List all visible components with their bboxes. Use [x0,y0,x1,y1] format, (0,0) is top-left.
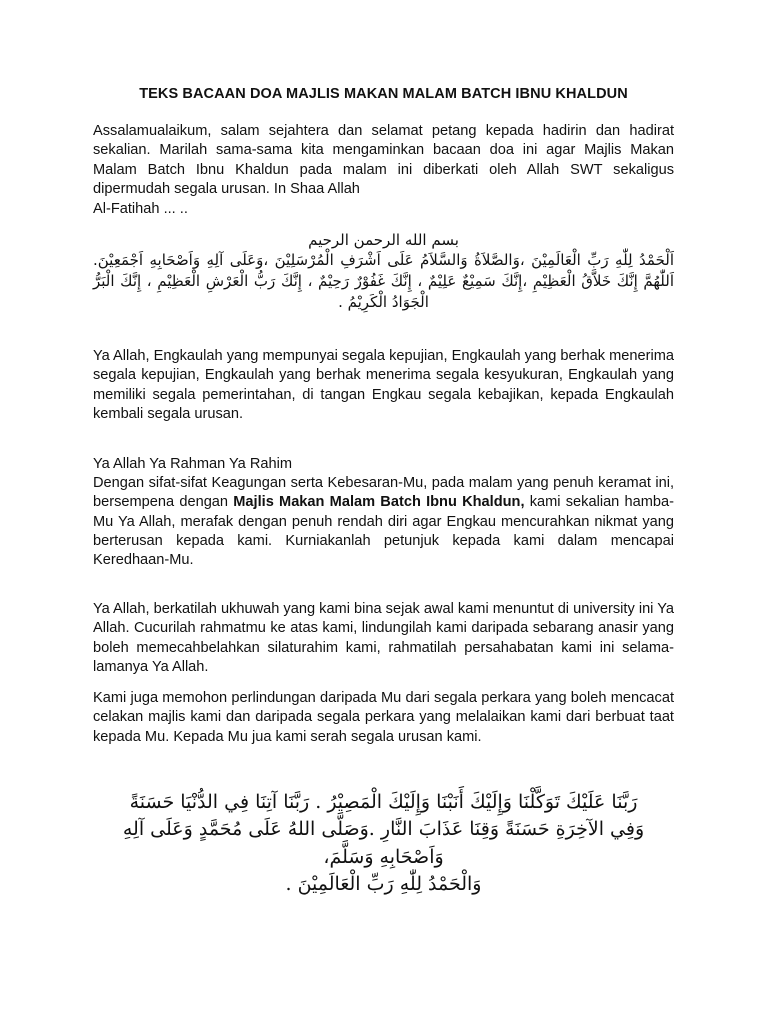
arabic-closing-line-2: وَفِي الآخِرَةِ حَسَنَةً وَقِنَا عَذَابَ النَّارِ .وَصَلَّى اللهُ عَلَى مُحَمَّدٍ وَعَلَى آلِهِ [122,818,645,840]
paragraph-perlindungan: Kami juga memohon perlindungan daripada Mu dari segala perkara yang boleh mencacat celakan majlis kami dan daripada segala perkara yang melalaikan kami dari berbuat taat kepada Mu. Kepada Mu jua kami serah segala urusan kami. [93,690,674,745]
document-title: TEKS BACAAN DOA MAJLIS MAKAN MALAM BATCH IBNU KHALDUN [139,86,628,102]
paragraph-kepujian: Ya Allah, Engkaulah yang mempunyai segala kepujian, Engkaulah yang berhak menerima segala kepujian, Engkaulah yang berhak menerima segala kesyukuran, Engkaulah yang memiliki segala pemerintahan, di tangan Engkau segala kebajikan, kepada Engkaulah kembali segala urusan. [93,348,674,422]
arabic-opening-doa: اَلْحَمْدُ لِلّٰهِ رَبِّ الْعَالَمِيْنَ ،وَالصَّلاَةُ وَالسَّلاَمُ عَلَى اَشْرَفِ الْمُرْسَلِيْنَ ،وَعَلَى آلِهِ وَاَصْحَابِهِ اَجْمَعِيْنَ. اَللّٰهُمَّ إِنَّكَ خَلاَّقُ الْعَظِيْمِ ،إِنَّكَ سَمِيْعٌ عَلِيْمٌ ، إِنَّكَ غَفُوْرٌ رَحِيْمٌ ، إِنَّكَ رَبُّ الْعَرْشِ الْعَظِيْمِ ، إِنَّكَ الْبَرُّ الْجَوَادُ الْكَرِيْمُ . [93,251,674,311]
arabic-closing-line-1: رَبَّنَا عَلَيْكَ تَوَكَّلْنَا وَإِلَيْكَ أَنَبْنَا وَإِلَيْكَ الْمَصِيْرُ . رَبَّنَا آتِنَا فِي الدُّنْيَا حَسَنَةً [129,791,638,813]
keagungan-event-name: Majlis Makan Malam Batch Ibnu Khaldun, [233,494,525,511]
arabic-closing-line-4: وَالْحَمْدُ لِلّٰهِ رَبِّ الْعَالَمِيْنَ . [285,873,482,895]
paragraph-keagungan [93,474,674,570]
intro-paragraph: Assalamualaikum, salam sejahtera dan selamat petang kepada hadirin dan hadirat sekalian. Marilah sama-sama kita mengaminkan bacaan doa ini agar Majlis Makan Malam Batch Ibnu Khaldun pada malam ini diberkati oleh Allah SWT sekaligus dipermudah segala urusan. In Shaa Allah [93,123,674,197]
paragraph-ukhuwah: Ya Allah, berkatilah ukhuwah yang kami bina sejak awal kami menuntut di university ini Ya Allah. Cucurilah rahmatmu ke atas kami, lindungilah kami daripada sebarang anasir yang boleh memecahbelahkan silaturahim kami, rahmatilah persahabatan kami ini selama-lamanya Ya Allah. [93,601,674,675]
ya-rahman-heading: Ya Allah Ya Rahman Ya Rahim [93,456,293,472]
fatihah-line: Al-Fatihah ... .. [93,201,188,217]
keagungan-text-end: kami sekalian hamba-Mu Ya Allah, merafak dengan penuh rendah diri agar Engkau mencurahkan nikmat yang berterusan kepada kami. Kurniakanlah petunjuk kepada kami dalam mencapai Keredhaan-Mu. [93,494,675,569]
arabic-basmalah: بسم الله الرحمن الرحيم [308,231,459,249]
arabic-closing-line-3: وَاَصْحَابِهِ وَسَلَّمَ، [323,846,444,868]
keagungan-text-start: Dengan sifat-sifat Keagungan serta Kebesaran-Mu, pada malam yang penuh keramat ini, bersempena dengan [93,475,674,511]
